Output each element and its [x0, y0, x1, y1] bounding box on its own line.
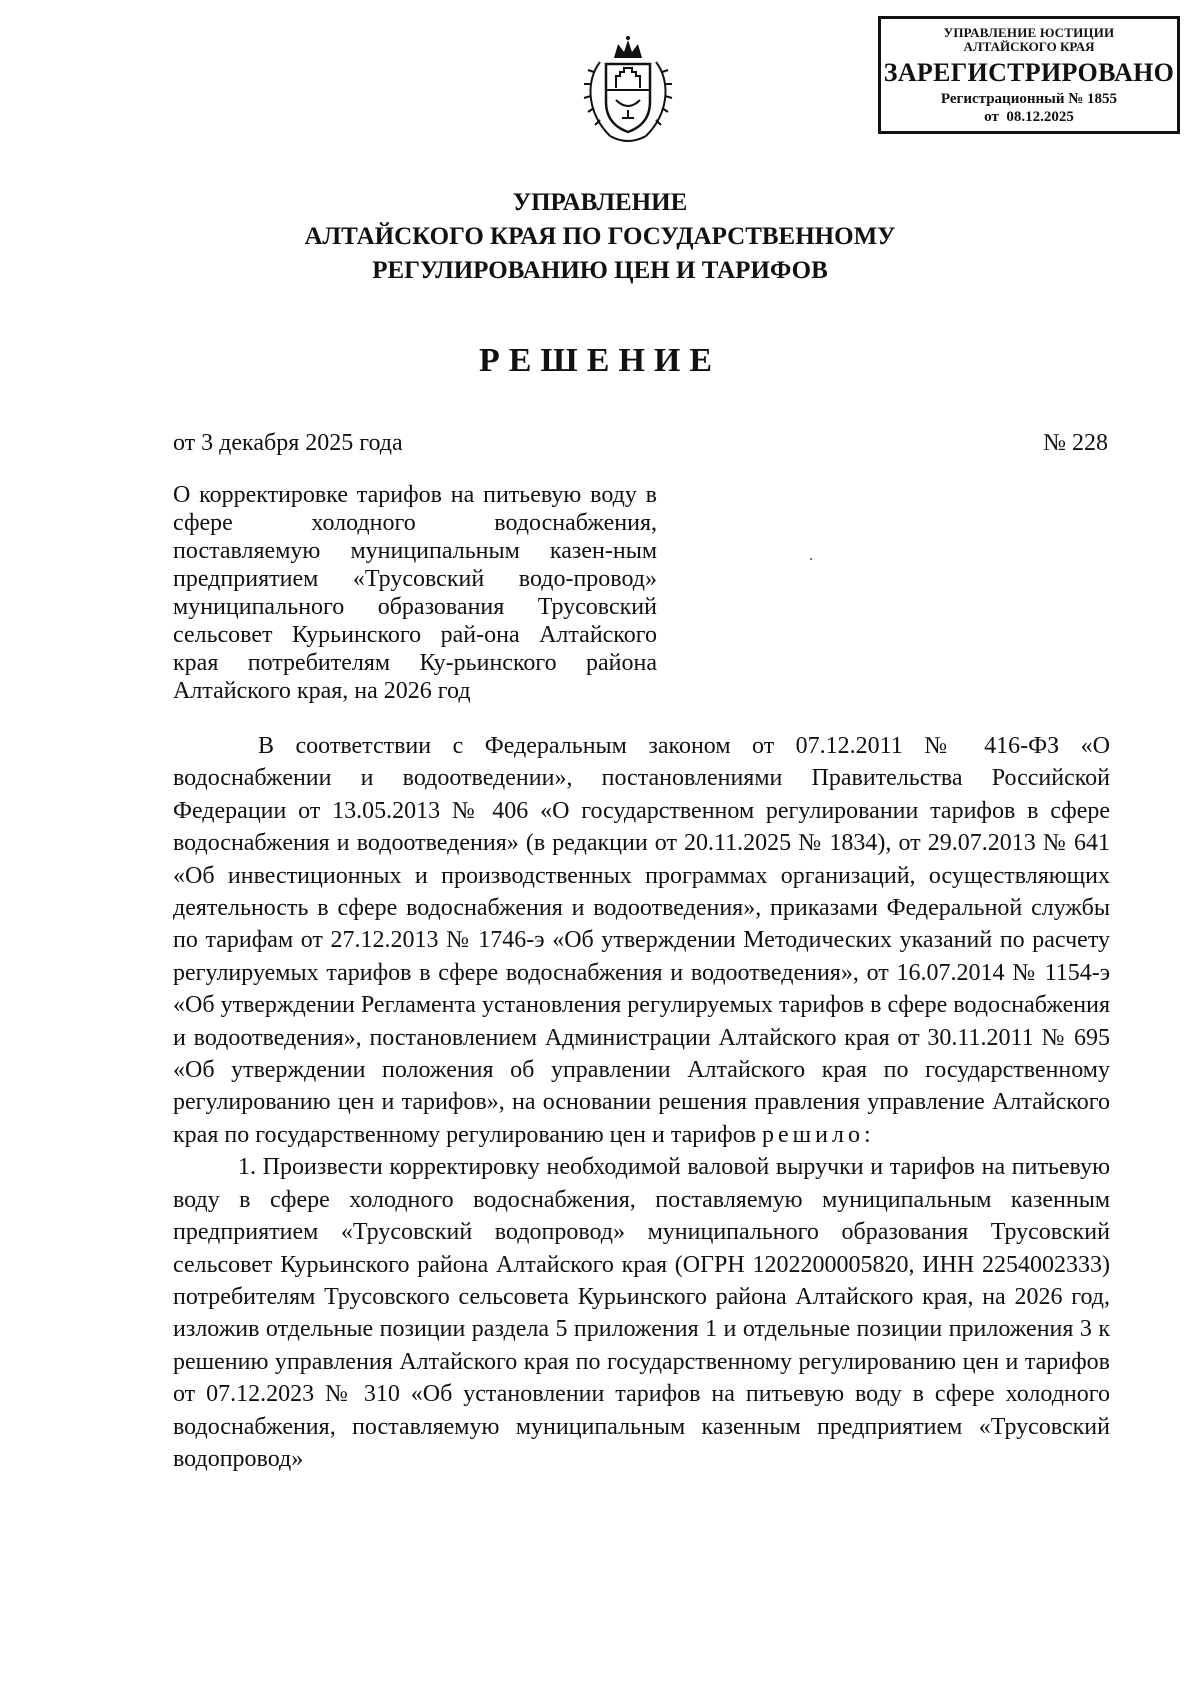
document-date: от 3 декабря 2025 года [173, 430, 403, 456]
authority-header [200, 186, 1000, 288]
body-paragraph-item-1: 1. Произвести корректировку необходимой валовой выручки и тарифов на питьевую воду в сфере холодного водоснабжения, поставляемую муниципальным казенным предприятием «Трусовский водопровод» муниципального образования Трусовский сельсовет Курьинского района Алтайского края (ОГРН 1202200005820, ИНН 2254002333) потребителям Трусовского сельсовета Курьинского района Алтайского края, на 2026 год, изложив отдельные позиции раздела 5 приложения 1 и отдельные позиции приложения 3 к решению управления Алтайского края по государственному регулированию цен и тарифов от 07.12.2023 № 310 «Об установлении тарифов на питьевую воду в сфере холодного водоснабжения, поставляемую муниципальным казенным предприятием «Трусовский водопровод» [173, 1154, 1110, 1472]
authority-header-line2: АЛТАЙСКОГО КРАЯ ПО ГОСУДАРСТВЕННОМУ [304, 223, 896, 250]
stamp-authority-line2: АЛТАЙСКОГО КРАЯ [963, 39, 1095, 54]
stamp-registration-number: Регистрационный № 1855 [940, 91, 1118, 107]
body-paragraph-preamble [173, 730, 1110, 1151]
document-subject: О корректировке тарифов на питьевую воду в сфере холодного водоснабжения, поставляемую муниципальным казен-ным предприятием «Трусовский водо-провод» муниципального образования Трусовский сельсовет Курьинского рай-она Алтайского края потребителям Ку-рьинского района Алтайского края, на 2026 год [173, 482, 657, 704]
registration-stamp [878, 16, 1180, 134]
document-body [173, 730, 1110, 1475]
document-number: № 228 [1043, 430, 1108, 456]
scan-speck [810, 558, 812, 560]
stamp-status: ЗАРЕГИСТРИРОВАНО [883, 58, 1175, 87]
preamble-text: В соответствии с Федеральным законом от 07.12.2011 № 416-ФЗ «О водоснабжении и водоотведении», постановлениями Правительства Российской Федерации от 13.05.2013 № 406 «О государственном регулировании тарифов в сфере водоснабжения и водоотведения» (в редакции от 20.11.2025 № 1834), от 29.07.2013 № 641 «Об инвестиционных и производственных программах организаций, осуществляющих деятельность в сфере водоснабжения и водоотведения», приказами Федеральной службы по тарифам от 27.12.2013 № 1746-э «Об утверждении Методических указаний по расчету регулируемых тарифов в сфере водоснабжения и водоотведения», от 16.07.2014 № 1154-э «Об утверждении Регламента установления регулируемых тарифов в сфере водоснабжения и водоотведения», постановлением Администрации Алтайского края от 30.11.2011 № 695 «Об утверждении положения об управлении Алтайского края по государственному регулированию цен и тарифов», на основании решения правления управление Алтайского края по государственному регулированию цен и тарифов [173, 733, 1110, 1148]
stamp-registration-date: от 08.12.2025 [984, 109, 1074, 125]
resolve-word: решило: [762, 1121, 875, 1148]
document-title: РЕШЕНИЕ [478, 342, 722, 379]
coat-of-arms-icon [580, 32, 676, 148]
stamp-authority-line1: УПРАВЛЕНИЕ ЮСТИЦИИ [943, 25, 1115, 40]
authority-header-line3: РЕГУЛИРОВАНИЮ ЦЕН И ТАРИФОВ [372, 257, 828, 284]
authority-header-line1: УПРАВЛЕНИЕ [512, 189, 688, 216]
